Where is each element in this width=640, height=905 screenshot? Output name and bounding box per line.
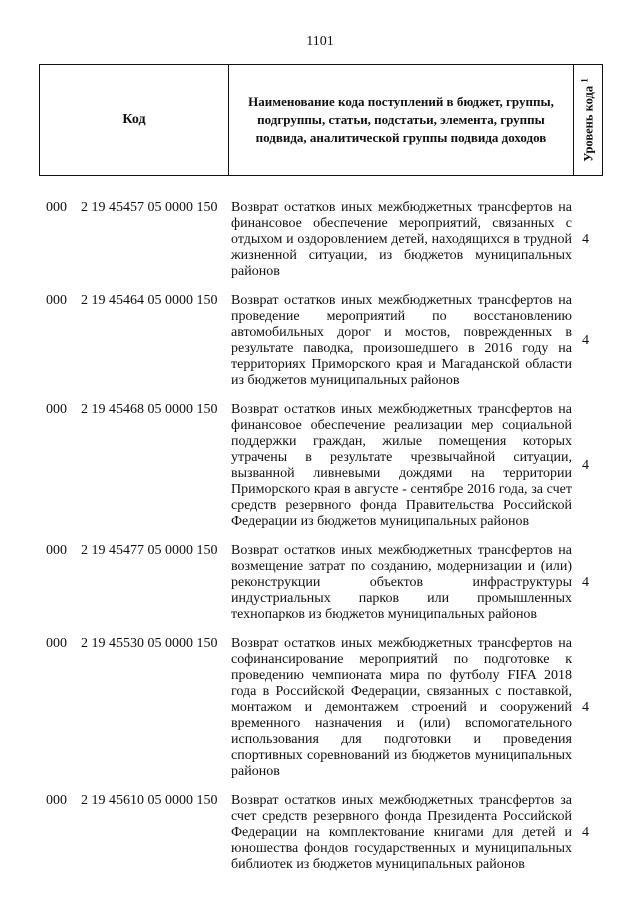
row-level-cell bbox=[572, 402, 603, 530]
row-code: 2 19 45464 05 0000 150 bbox=[81, 293, 218, 308]
row-name: Возврат остатков иных межбюджетных трансфертов на финансовое обеспечение мероприятий, связанных с отдыхом и оздоровлением детей, находящихся в трудной жизненной ситуации, из бюджетов муниципальных районов bbox=[231, 200, 572, 279]
table-row bbox=[39, 543, 603, 623]
row-prefix: 000 bbox=[46, 543, 67, 558]
row-code: 2 19 45457 05 0000 150 bbox=[81, 200, 218, 215]
row-level: 4 bbox=[582, 458, 589, 473]
row-level-cell bbox=[572, 543, 603, 623]
header-code: Код bbox=[40, 65, 229, 175]
row-level: 4 bbox=[582, 700, 589, 715]
table-row bbox=[39, 293, 603, 389]
row-level: 4 bbox=[582, 333, 589, 348]
row-level: 4 bbox=[582, 575, 589, 590]
row-code: 2 19 45477 05 0000 150 bbox=[81, 543, 218, 558]
header-level-cell bbox=[574, 65, 602, 175]
header-level-label: Уровень кода bbox=[581, 85, 596, 162]
row-level: 4 bbox=[582, 825, 589, 840]
row-prefix: 000 bbox=[46, 402, 67, 417]
row-code: 2 19 45610 05 0000 150 bbox=[81, 793, 218, 808]
table-row bbox=[39, 402, 603, 530]
row-name: Возврат остатков иных межбюджетных трансфертов на финансовое обеспечение реализации мер социальной поддержки граждан, жилые помещения которых утрачены в результате чрезвычайной ситуации, вызванной ливневыми дождями на территории Приморского края в августе - сентябре 2016 года, за счет средств резервного фонда Правительства Российской Федерации из бюджетов муниципальных районов bbox=[231, 402, 572, 529]
row-level-cell bbox=[572, 200, 603, 280]
header-level-footnote: 1 bbox=[579, 78, 590, 83]
row-name: Возврат остатков иных межбюджетных трансфертов на проведение мероприятий по восстановлению автомобильных дорог и мостов, поврежденных в результате паводка, произошедшего в 2016 году на территориях Приморского края и Магаданской области из бюджетов муниципальных районов bbox=[231, 293, 572, 388]
row-prefix: 000 bbox=[46, 793, 67, 808]
row-name: Возврат остатков иных межбюджетных трансфертов на софинансирование мероприятий по подготовке к проведению чемпионата мира по футболу FIFA 2018 года в Российской Федерации, связанных с поставкой, монтажом и демонтажем строений и сооружений временного назначения и (или) вспомогательного использования для подготовки и проведения спортивных соревнований из бюджетов муниципальных районов bbox=[231, 636, 572, 779]
table-header bbox=[39, 64, 603, 176]
code-table-body bbox=[39, 200, 603, 873]
row-prefix: 000 bbox=[46, 293, 67, 308]
row-code: 2 19 45468 05 0000 150 bbox=[81, 402, 218, 417]
row-level: 4 bbox=[582, 232, 589, 247]
row-level-cell bbox=[572, 636, 603, 780]
header-name: Наименование кода поступлений в бюджет, группы, подгруппы, статьи, подстатьи, элемента, группы подвида, аналитической группы подвида доходов bbox=[229, 65, 574, 175]
row-prefix: 000 bbox=[46, 636, 67, 651]
page-number: 1101 bbox=[306, 34, 334, 49]
row-name: Возврат остатков иных межбюджетных трансфертов на возмещение затрат по созданию, модернизации и (или) реконструкции объектов инфраструктуры индустриальных парков или промышленных технопарков из бюджетов муниципальных районов bbox=[231, 543, 572, 622]
table-row bbox=[39, 636, 603, 780]
table-row bbox=[39, 793, 603, 873]
row-prefix: 000 bbox=[46, 200, 67, 215]
row-code: 2 19 45530 05 0000 150 bbox=[81, 636, 218, 651]
row-level-cell bbox=[572, 793, 603, 873]
table-row bbox=[39, 200, 603, 280]
header-level bbox=[579, 78, 596, 161]
row-level-cell bbox=[572, 293, 603, 389]
row-name: Возврат остатков иных межбюджетных трансфертов за счет средств резервного фонда Президента Российской Федерации на комплектование книгами для детей и юношества фондов государственных и муниципальных библиотек из бюджетов муниципальных районов bbox=[231, 793, 572, 872]
